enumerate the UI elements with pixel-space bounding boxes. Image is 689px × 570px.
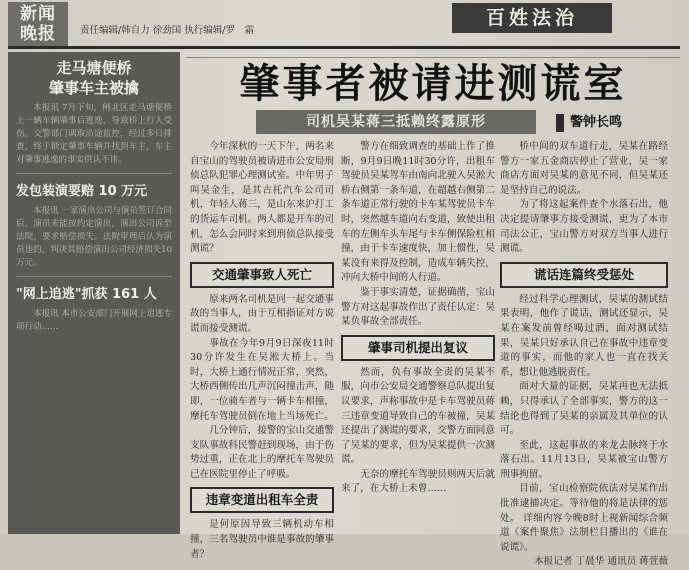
- article-column-2: [341, 140, 495, 534]
- paragraph: 无奈的摩托车驾驶员则两天后就来了，在大桥上未曾……: [341, 468, 495, 495]
- section-title: 百姓法治: [452, 3, 612, 33]
- article-column-1: [190, 140, 334, 560]
- article-column-3: [500, 140, 668, 568]
- brief-1-body: 本报讯 7月下旬，闸北区走马塘便桥上一辆车辆肇事后逃逸，导致桥上行人受伤。交警部门调取沿途监控，经过多日排查，终于锁定肇事车辆并找到车主，车主对肇事逃逸的事实供认不讳。: [16, 103, 172, 165]
- brief-1-title-line-2: 肇事车主被擒: [48, 79, 139, 97]
- kicker-label: 警钟长鸣: [570, 115, 623, 130]
- newspaper-logo: [8, 2, 68, 46]
- paragraph: 警方在细致调查的基础上作了推断，9月9日晚11时30分许，出租车驾驶员吴某驾车由南向北驶入吴淞大桥右侧第一条车道，在超越右侧第二条车道正常行驶的卡车某驾驶员卡车时，突然越车道向右变道，致使出租车的左侧车头车尾与卡车侧保险杠相撞，由于卡车速度快，加上惯性，吴某没有来得及控制，造成车辆失控，冲向大桥中间的人行道。: [341, 141, 495, 284]
- logo-line-2: 晚报: [20, 24, 56, 44]
- section-heading: 交通肇事致人死亡: [190, 262, 334, 288]
- paragraph: 面对大量的证据，吴某再也无法抵赖，只得承认了全部事实，警方的这一结论也得到了吴某的亲属及其单位的认可。: [500, 381, 668, 437]
- section-heading: 肇事司机提出复议: [341, 335, 495, 361]
- article-headline: 肇事者被请进测谎室: [186, 57, 680, 110]
- paragraph: 原来两名司机是同一起交通事故的当事人，由于互相指证对方说谎而接受测谎。: [190, 293, 334, 334]
- brief-1-title-line-1: 走马塘便桥: [56, 59, 132, 77]
- paragraph: 经过科学心理测试，吴某的测试结果表明，他作了谎话，测试还显示，吴某在案发前曾经喝过酒，面对测试结果，吴某只好承认自己在事故中违章变道的事实，而他的家人也一直在找关系，想让他逃脱责任。: [500, 293, 668, 378]
- brief-3-body: 本报讯 本市公安部门开展网上追逃专项行动……: [16, 309, 172, 332]
- brief-3-title: "网上追逃"抓获 161 人: [16, 287, 157, 302]
- editor-credits: 责任编辑/韩自力 徐劲国 执行编辑/罗 霜: [80, 25, 254, 36]
- paragraph: 为了将这起案件查个水落石出，他决定提请肇事方接受测谎，更为了本市司法公正，宝山警方对双方当事人进行测谎。: [500, 199, 668, 255]
- logo-line-1: 新闻: [20, 4, 56, 24]
- paragraph: 是何原因导致三辆机动车相撞，三名驾驶员中谁是事故的肇事者？: [190, 519, 334, 560]
- paragraph: 事故在今年9月9日深夜11时30分许发生在吴淞大桥上。当时，大桥上通行情况正常，突然，大桥西侧传出几声沉闷撞击声，随即，一位骑车者与一辆卡车相撞，摩托车驾驶员倒在地上当场死亡。: [190, 337, 334, 422]
- sidebar-briefs: [8, 52, 180, 534]
- paragraph: 目前，宝山检察院依法对吴某作出批准逮捕决定。等待他的将是法律的惩处。 详细内容今晚8时上视新闻综合频道《案件聚焦》法制栏目播出的《谁在说谎》。: [500, 483, 668, 553]
- article-subhead: 司机吴某蒋三抵赖终露原形: [256, 110, 536, 134]
- paragraph: 桥中间的双车道行走，吴某在路经警方一家五金商店停止了营业，吴一家商店方面对吴某的意见不同，但吴某还是坚持自己的说法。: [500, 141, 668, 196]
- section-heading: 违章变道出租车全责: [190, 487, 334, 513]
- paragraph: 今年深秋的一天下午，两名来自宝山的驾驶员被请进市公安局刑侦总队犯罪心理测试室。中年男子叫吴金生，是其古托汽车公司司机，年轻人蒋三，是山东来沪打工的货运车司机。两人都是开车的司机，怎么会同时来到刑侦总队接受测谎？: [190, 141, 334, 255]
- column-kicker: [556, 112, 666, 134]
- paragraph: 至此，这起事故的来龙去脉终于水落石出。11月13日，吴某被宝山警方刑事拘留。: [500, 439, 668, 480]
- brief-1-title: [8, 58, 180, 98]
- masthead-rule: [8, 46, 680, 49]
- paragraph: 几分钟后，接警的宝山交通警支队事故科民警赶到现场，由于伤势过重，正在北上的摩托车驾驶员已在医院里停止了呼吸。: [190, 425, 334, 480]
- brief-2-body: 本报讯 一家演出公司与演员签订合同后，演员未能按约定演出，演出公司诉至法院，要求赔偿损失。法院审理后认为演员违约，判决其赔偿演出公司经济损失10万元。: [16, 206, 172, 268]
- paragraph: 然而，负有事故全责的吴某不服，向市公安局交通警察总队提出复议要求，声称事故中是卡车驾驶员蒋三违章变道导致自己的车被撞，吴某还提出了测谎的要求，交警方面同意了吴某的要求，但为吴某提供一次测谎。: [341, 366, 495, 466]
- section-heading: 谎话连篇终受惩处: [500, 262, 668, 288]
- paragraph: 鉴于事实清楚，证据确凿，宝山警方对这起事故作出了责任认定：吴某负事故全部责任。: [341, 286, 495, 328]
- kicker-bar: [556, 114, 564, 132]
- brief-2-title: 发包装演要赔 10 万元: [16, 184, 148, 199]
- byline: 本报记者 丁晨华 通讯员 蒋萱薇: [534, 556, 668, 568]
